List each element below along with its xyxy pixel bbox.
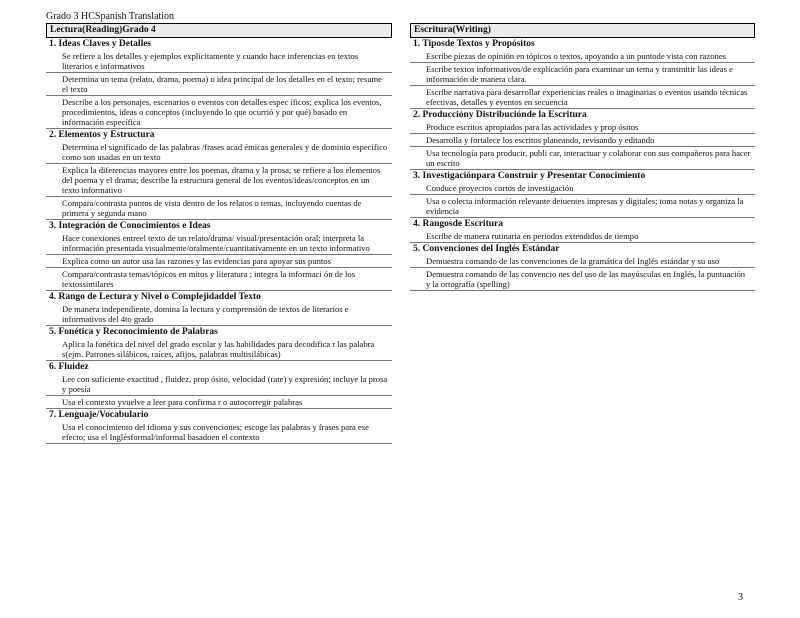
standard-item: Determina un tema (relato, drama, poema) o idea principal de los detalles en el texto; resume el texto	[46, 73, 392, 96]
section-heading: 3. Investigaciónpara Construir y Presentar Conocimiento	[413, 171, 646, 181]
standard-item: Escribe textos informativos/de explicación para examinar un tema y transmitir las ideas e información de manera clara.	[410, 63, 755, 86]
standard-item: Determina el significado de las palabras /frases acad émicas generales y de dominio específico como son usadas en un texto	[46, 141, 392, 164]
reading-heading: Lectura(Reading)Grado 4	[46, 23, 392, 38]
standard-item: Describe a los personajes, escenarios o eventos con detalles espec íficos; explica los eventos, procedimientos, ideas o conceptos (incluyendo lo que ocurrió y por qué) basado en información específica	[46, 96, 392, 129]
standard-item: Demuestra comando de las convenciones de la gramática del Inglés estándar y su uso	[410, 255, 755, 268]
standard-item: Se refiere a los detalles y ejemplos explícitamente y cuando hace inferencias en textos literarios e informativos	[46, 50, 392, 73]
standard-item: Desarrolla y fortalece los escritos planeando, revisando y editando	[410, 134, 755, 147]
section-heading: 7. Lenguaje/Vocabulario	[49, 410, 149, 420]
standard-item: Explica la diferencias mayores entre los poemas, drama y la prosa; se refiere a los elementos del poema y el drama; describe la estructura general de los eventos/ideas/conceptos en un texto informativo	[46, 164, 392, 197]
standard-item: Usa o colecta información relevante deiuentes impresas y digitales; toma notas y organiza la evidencia	[410, 195, 755, 218]
section-heading: 4. Rango de Lectura y Nivel o Complejidaddel Texto	[49, 292, 261, 302]
standard-item: Lee con suficiente exactitud , fluidez, prop ósito, velocidad (rate) y expresión; incluye la prosa y poesía	[46, 373, 392, 396]
standard-item: Escribe piezas de opinión en tópicos o textos, apoyando a un puntode vista con razones	[410, 50, 755, 63]
standard-item: Usa el contexto yvuelve a leer para confirma r o autocorregir palabras	[46, 396, 392, 409]
section-heading: 5. Fonética y Reconocimiento de Palabras	[49, 327, 218, 337]
writing-column	[410, 23, 755, 291]
standard-item: Explica como un autor usa las razones y las evidencias para apoyar sus puntos	[46, 255, 392, 268]
section-heading: 6. Fluidez	[49, 362, 89, 372]
section-heading: 2. Elementos y Estructura	[49, 130, 155, 140]
page-number: 3	[738, 592, 743, 603]
standard-item: Usa el conocimiento del idioma y sus convenciones; escoge las palabras y frases para ese efecto; usa el Inglésformal/informal basadoen el contexto	[46, 421, 392, 444]
standard-item: Conduce proyectos cortos de investigación	[410, 182, 755, 195]
section-heading: 4. Rangosde Escritura	[413, 219, 503, 229]
standard-item: Compara/contrasta puntos de vista dentro de los relatos o temas, incluyendo cuentas de primera y segunda mano	[46, 197, 392, 220]
standard-item: Produce escritos apropiados para las actividades y prop ósitos	[410, 121, 755, 134]
standard-item: Compara/contrasta temas/tópicos en mitos y literatura ; integra la informaci ón de los textossimilares	[46, 268, 392, 291]
standard-item: Hace conexiones entreel texto de un relato/drama/ visual/presentación oral; interpreta la información presentada visualmente/oralmente/cuantitativamente en un texto informativo	[46, 232, 392, 255]
section-heading: 5. Convenciones del Inglés Estándar	[413, 244, 560, 254]
section-heading: 3. Integración de Conocimientos e Ideas	[49, 221, 211, 231]
section-heading: 2. Produccióny Distribuciónde la Escritura	[413, 110, 587, 120]
reading-column	[46, 23, 392, 444]
standard-item: Demuestra comando de las convencio nes del uso de las mayúsculas en Inglés, la puntuación y la ortografía (spelling)	[410, 268, 755, 291]
document-header: Grado 3 HCSpanish Translation	[46, 11, 175, 22]
standard-item: Escribe de manera rutinaria en periodos extendidos de tiempo	[410, 230, 755, 243]
reading-sections	[46, 38, 392, 444]
standard-item: De manera independiente, domina la lectura y comprensión de textos de literarios e informativos del 4to grado	[46, 303, 392, 326]
section-heading: 1. Ideas Claves y Detalles	[49, 39, 152, 49]
writing-heading: Escritura(Writing)	[410, 23, 755, 38]
standard-item: Aplica la fonética del nivel del grado escolar y las habilidades para decodifica r las palabra s(ejm. Patrones silábicos, raíces, afijos, palabras multisilábicas)	[46, 338, 392, 361]
standard-item: Usa tecnología para producir, publi car, interactuar y colaborar con sus compañeros para hacer un escrito	[410, 147, 755, 170]
standard-item: Escribe narrativa para desarrollar experiencias reales o imaginarias o eventos usando técnicas efectivas, detalles y eventos en secuencia	[410, 86, 755, 109]
section-heading: 1. Tiposde Textos y Propósitos	[413, 39, 535, 49]
writing-sections	[410, 38, 755, 291]
